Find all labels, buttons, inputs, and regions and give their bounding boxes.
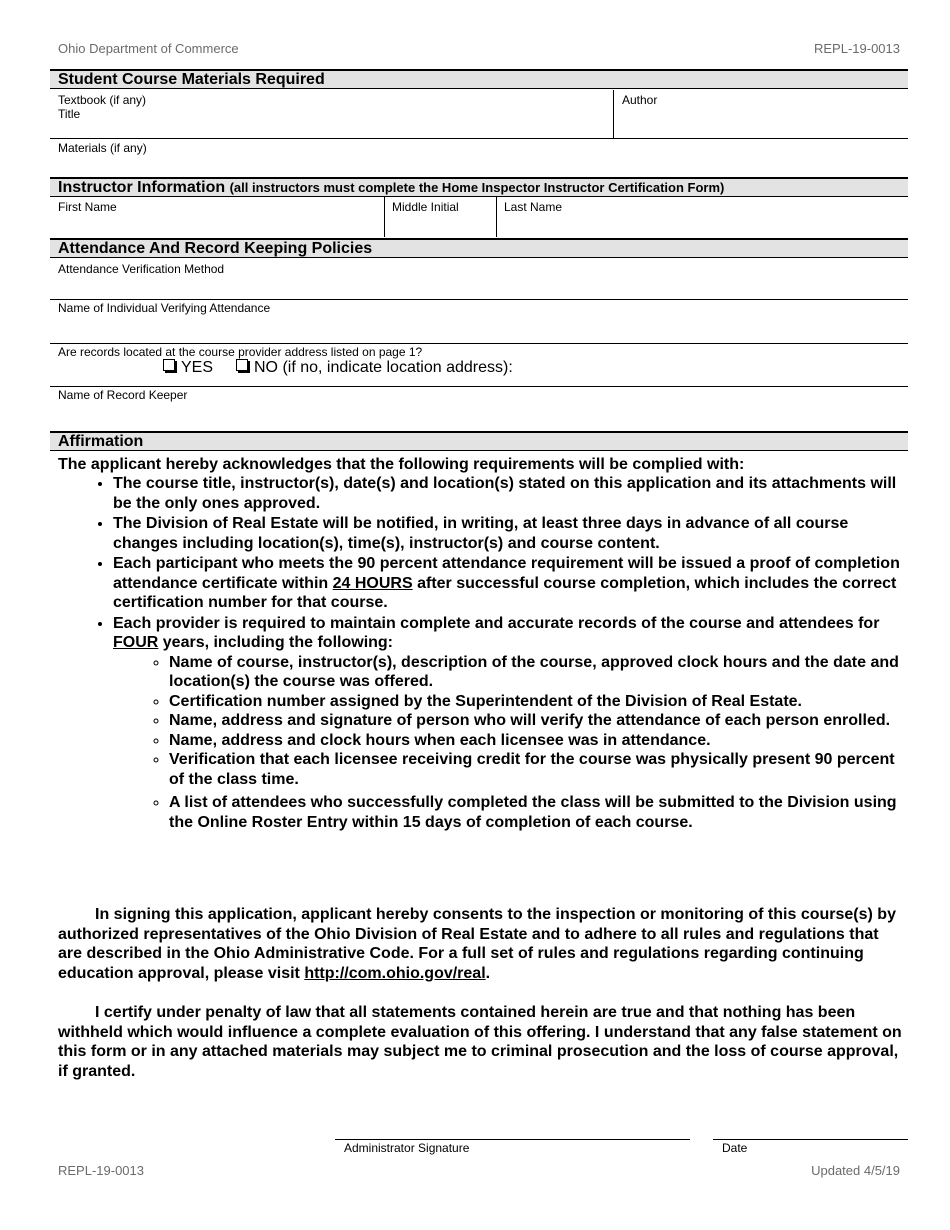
section-attendance-title: Attendance And Record Keeping Policies [58, 240, 373, 257]
author-field[interactable] [615, 90, 908, 138]
no-checkbox[interactable] [236, 359, 248, 371]
requirement-text: The Division of Real Estate will be notified, in writing, at least three days in advance of all course changes including location(s), time(s), instructor(s) and course content. [113, 515, 849, 552]
textbook-title-field[interactable] [50, 90, 612, 138]
consent-paragraph: In signing this application, applicant hereby consents to the inspection or monitoring of this course(s) by authorized representatives of the Ohio Division of Real Estate and to adhere to all rules and regulations that are described in the Ohio Administrative Code. For a full set of rules and regulations regarding continuing education approval, please visit http://com.ohio.gov/real. [58, 906, 896, 982]
requirement-item [113, 554, 903, 613]
section-materials-title: Student Course Materials Required [58, 71, 325, 88]
records-location-question: Are records located at the course provider address listed on page 1? [58, 345, 423, 359]
record-keeper-label: Name of Record Keeper [58, 388, 188, 402]
section-attendance-header [50, 238, 908, 258]
footer-form-number: REPL-19-0013 [58, 1163, 144, 1178]
section-instructor-note: (all instructors must complete the Home Inspector Instructor Certification Form) [229, 180, 725, 195]
requirement-text: The course title, instructor(s), date(s) and location(s) stated on this application and its attachments will be the only ones approved. [113, 475, 897, 512]
last-name-field[interactable] [498, 197, 908, 237]
records-subitem: ◦ Name, address and clock hours when each licensee was in attendance. [169, 731, 903, 751]
first-name-field[interactable] [50, 197, 383, 237]
admin-signature-line[interactable] [335, 1139, 690, 1140]
consent-text: In signing this application, applicant hereby consents to the inspection or monitoring of this course(s) by authorized representatives of the Ohio Division of Real Estate and to adhere to all rules and regulations that are described in the Ohio Administrative Code. For a full set of rules and regulations regarding continuing education approval, please visit [58, 906, 896, 982]
records-subitem: ◦ Verification that each licensee receiving credit for the course was physically present 90 percent of the class time. [169, 750, 903, 789]
records-subitem: ◦ Name, address and signature of person who will verify the attendance of each person enrolled. [169, 711, 903, 731]
date-line[interactable] [713, 1139, 908, 1140]
divider [50, 299, 908, 300]
author-label: Author [622, 93, 658, 107]
records-subitem: ◦ Certification number assigned by the Superintendent of the Division of Real Estate. [169, 692, 903, 712]
middle-divider [384, 197, 385, 237]
section-affirmation-title: Affirmation [58, 433, 144, 450]
records-sublist [113, 653, 903, 833]
deadline-emphasis: 24 HOURS [332, 574, 413, 592]
middle-initial-field[interactable] [386, 197, 495, 237]
first-name-label: First Name [58, 200, 117, 214]
date-label: Date [722, 1141, 748, 1155]
author-divider [613, 90, 614, 138]
verifier-name-label: Name of Individual Verifying Attendance [58, 301, 271, 315]
record-location-field[interactable] [540, 357, 906, 381]
section-instructor-header [50, 177, 908, 197]
last-name-label: Last Name [504, 200, 563, 214]
records-subitem: ◦ A list of attendees who successfully completed the class will be submitted to the Division using the Online Roster Entry within 15 days of completion of each course. [169, 793, 903, 832]
records-no-option[interactable] [236, 359, 513, 377]
section-materials-header [50, 69, 908, 89]
textbook-label: Textbook (if any) [58, 93, 147, 107]
certification-paragraph [58, 1003, 903, 1081]
certification-text: I certify under penalty of law that all statements contained herein are true and that nothing has been withheld which would influence a complete evaluation of this offering. I understand that any false statement on this form or in any attached materials may subject me to criminal prosecution and the loss of course approval, if granted. [58, 1004, 902, 1080]
header-agency: Ohio Department of Commerce [58, 41, 239, 56]
materials-label: Materials (if any) [58, 141, 147, 155]
footer-updated-date: Updated 4/5/19 [811, 1163, 900, 1178]
divider [50, 386, 908, 387]
materials-field[interactable] [50, 140, 908, 176]
affirmation-intro: The applicant hereby acknowledges that the following requirements will be complied with: [58, 456, 745, 473]
textbook-title-label: Title [58, 107, 81, 121]
requirement-item [113, 474, 903, 513]
requirement-text: Each provider is required to maintain complete and accurate records of the course and attendees for [113, 614, 880, 632]
divider [50, 343, 908, 344]
yes-checkbox[interactable] [163, 359, 175, 371]
no-label: NO (if no, indicate location address): [254, 359, 513, 376]
verification-method-field[interactable] [50, 259, 908, 299]
requirement-text: after successful course completion, which includes the correct certification number for that course. [113, 574, 897, 611]
rules-link[interactable]: http://com.ohio.gov/real [304, 964, 486, 982]
verification-method-label: Attendance Verification Method [58, 262, 225, 276]
requirements-list [58, 474, 903, 832]
last-divider [496, 197, 497, 237]
records-subitem: ◦ Name of course, instructor(s), description of the course, approved clock hours and the date and location(s) the course was offered. [169, 653, 903, 692]
section-instructor-title: Instructor Information [58, 179, 226, 196]
header-form-number: REPL-19-0013 [814, 41, 900, 56]
requirement-item [113, 514, 903, 553]
admin-signature-label: Administrator Signature [344, 1141, 470, 1155]
verifier-name-field[interactable] [50, 301, 908, 342]
requirement-text: years, including the following: [158, 634, 394, 651]
records-yes-option[interactable] [163, 359, 213, 377]
divider [50, 138, 908, 139]
requirement-item [113, 614, 903, 833]
retention-emphasis: FOUR [113, 634, 159, 651]
requirement-text: Each participant who meets the 90 percent attendance requirement will be issued a proof of completion attendance certificate within [113, 555, 900, 592]
middle-initial-label: Middle Initial [392, 200, 459, 214]
yes-label: YES [181, 359, 214, 376]
record-keeper-field[interactable] [50, 388, 908, 430]
section-affirmation-header [50, 431, 908, 451]
